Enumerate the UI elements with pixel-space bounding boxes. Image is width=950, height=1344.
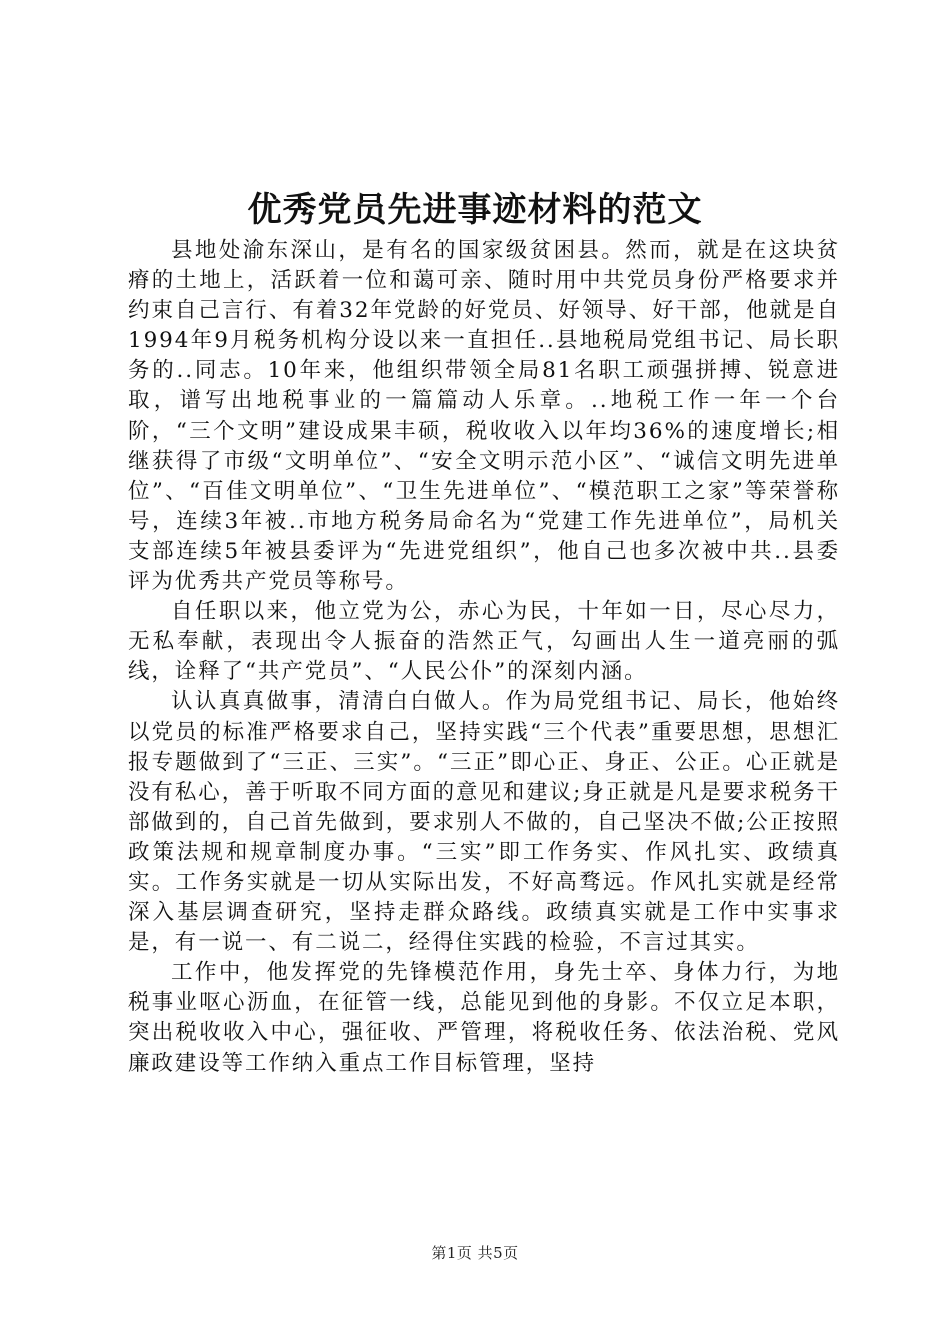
paragraph-1: 县地处渝东深山，是有名的国家级贫困县。然而，就是在这块贫瘠的土地上，活跃着一位和蔼可亲、随时用中共党员身份严格要求并约束自己言行、有着32年党龄的好党员、好领导、好干部，他就是自1994年9月税务机构分设以来一直担任..县地税局党组书记、局长职务的..同志。10年来，他组织带领全局81名职工顽强拼搏、锐意进取，谱写出地税事业的一篇篇动人乐章。..地税工作一年一个台阶，“三个文明”建设成果丰硕，税收收入以年均36%的速度增长;相继获得了市级“文明单位”、“安全文明示范小区”、“诚信文明先进单位”、“百佳文明单位”、“卫生先进单位”、“模范职工之家”等荣誉称号，连续3年被..市地方税务局命名为“党建工作先进单位”，局机关支部连续5年被县委评为“先进党组织”，他自己也多次被中共..县委评为优秀共产党员等称号。 — [128, 238, 840, 595]
document-title: 优秀党员先进事迹材料的范文 — [247, 190, 703, 230]
page-number-footer: 第1页 共5页 — [431, 1244, 519, 1262]
paragraph-2: 自任职以来，他立党为公，赤心为民，十年如一日，尽心尽力，无私奉献，表现出令人振奋的浩然正气，勾画出人生一道亮丽的弧线，诠释了“共产党员”、“人民公仆”的深刻内涵。 — [128, 599, 840, 685]
paragraph-3: 认认真真做事，清清白白做人。作为局党组书记、局长，他始终以党员的标准严格要求自己，坚持实践“三个代表”重要思想，思想汇报专题做到了“三正、三实”。“三正”即心正、身正、公正。心正就是没有私心，善于听取不同方面的意见和建议;身正就是凡是要求税务干部做到的，自己首先做到，要求别人不做的，自己坚决不做;公正按照政策法规和规章制度办事。“三实”即工作务实、作风扎实、政绩真实。工作务实就是一切从实际出发，不好高骛远。作风扎实就是经常深入基层调查研究，坚持走群众路线。政绩真实就是工作中实事求是，有一说一、有二说二，经得住实践的检验，不言过其实。 — [128, 689, 840, 956]
document-body — [128, 236, 840, 1079]
paragraph-4: 工作中，他发挥党的先锋模范作用，身先士卒、身体力行，为地税事业呕心沥血，在征管一线，总能见到他的身影。不仅立足本职，突出税收收入中心，强征收、严管理，将税收任务、依法治税、党风廉政建设等工作纳入重点工作目标管理，坚持 — [128, 960, 840, 1076]
